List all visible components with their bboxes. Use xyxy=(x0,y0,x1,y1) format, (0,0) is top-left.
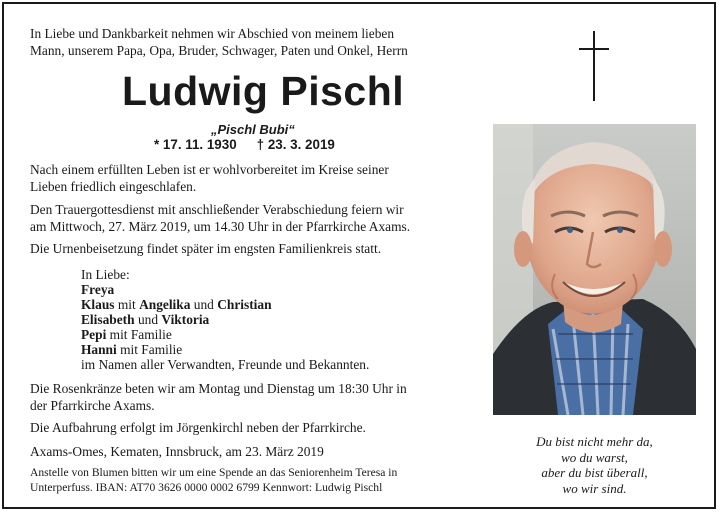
memorial-poem xyxy=(493,434,696,496)
paragraph-service xyxy=(30,201,410,235)
paragraph-service-line-2: am Mittwoch, 27. März 2019, um 14.30 Uhr in der Pfarrkirche Axams. xyxy=(30,219,411,234)
family-member-elisabeth xyxy=(81,312,209,327)
word-und: und xyxy=(137,312,159,327)
name-freya: Freya xyxy=(81,282,115,297)
with-family: mit Familie xyxy=(109,327,172,342)
intro-line-2: Mann, unserem Papa, Opa, Bruder, Schwager, Paten und Onkel, Herrn xyxy=(30,43,408,58)
intro-line-1: In Liebe und Dankbarkeit nehmen wir Abschied von meinem lieben xyxy=(30,26,395,41)
cross-icon xyxy=(593,31,595,101)
intro-text xyxy=(30,25,470,59)
with-family: mit Familie xyxy=(120,342,183,357)
deceased-nickname: „Pischl Bubi“ xyxy=(211,122,295,137)
name-hanni: Hanni xyxy=(81,342,117,357)
name-klaus: Klaus xyxy=(81,297,115,312)
paragraph-rosary xyxy=(30,380,407,414)
family-others: im Namen aller Verwandten, Freunde und Bekannten. xyxy=(81,357,370,372)
donation-line-1: Anstelle von Blumen bitten wir um eine Spende an das Seniorenheim Teresa in xyxy=(30,466,398,479)
place-date: Axams-Omes, Kematen, Innsbruck, am 23. März 2019 xyxy=(30,444,324,459)
paragraph-service-line-1: Den Trauergottesdienst mit anschließender Verabschiedung feiern wir xyxy=(30,202,404,217)
paragraph-passing xyxy=(30,161,389,195)
paragraph-viewing: Die Aufbahrung erfolgt im Jörgenkirchl neben der Pfarrkirche. xyxy=(30,420,366,435)
paragraph-passing-line-1: Nach einem erfüllten Leben ist er wohlvorbereitet im Kreise seiner xyxy=(30,162,389,177)
family-member-pepi xyxy=(81,327,172,342)
portrait-photo xyxy=(493,124,696,415)
paragraph-passing-line-2: Lieben friedlich eingeschlafen. xyxy=(30,179,197,194)
donation-note xyxy=(30,465,397,495)
cross-icon-bar xyxy=(579,48,609,50)
poem-line-3: aber du bist überall, xyxy=(541,465,648,480)
death-date: † 23. 3. 2019 xyxy=(256,137,335,152)
name-christian: Christian xyxy=(217,297,272,312)
family-heading: In Liebe: xyxy=(81,267,130,282)
portrait-image xyxy=(493,124,696,415)
paragraph-urn: Die Urnenbeisetzung findet später im engsten Familienkreis statt. xyxy=(30,241,382,256)
obituary-frame xyxy=(2,2,716,509)
poem-line-4: wo wir sind. xyxy=(562,480,627,496)
name-viktoria: Viktoria xyxy=(161,312,210,327)
word-und: und xyxy=(193,297,214,312)
birth-date: * 17. 11. 1930 xyxy=(154,137,237,152)
life-dates xyxy=(154,137,335,152)
name-pepi: Pepi xyxy=(81,327,107,342)
name-elisabeth: Elisabeth xyxy=(81,312,135,327)
deceased-name: Ludwig Pischl xyxy=(122,68,405,114)
paragraph-rosary-line-2: der Pfarrkirche Axams. xyxy=(30,398,155,413)
poem-line-1: Du bist nicht mehr da, xyxy=(536,434,653,449)
family-member-hanni xyxy=(81,342,182,357)
family-member-klaus xyxy=(81,297,272,312)
poem-line-2: wo du warst, xyxy=(561,449,628,465)
word-mit: mit xyxy=(117,297,136,312)
donation-line-2: Unterperfuss. IBAN: AT70 3626 0000 0002 6799 Kennwort: Ludwig Pischl xyxy=(30,481,383,494)
family-member-freya xyxy=(81,282,114,297)
paragraph-rosary-line-1: Die Rosenkränze beten wir am Montag und Dienstag um 18:30 Uhr in xyxy=(30,381,407,396)
name-angelika: Angelika xyxy=(139,297,191,312)
